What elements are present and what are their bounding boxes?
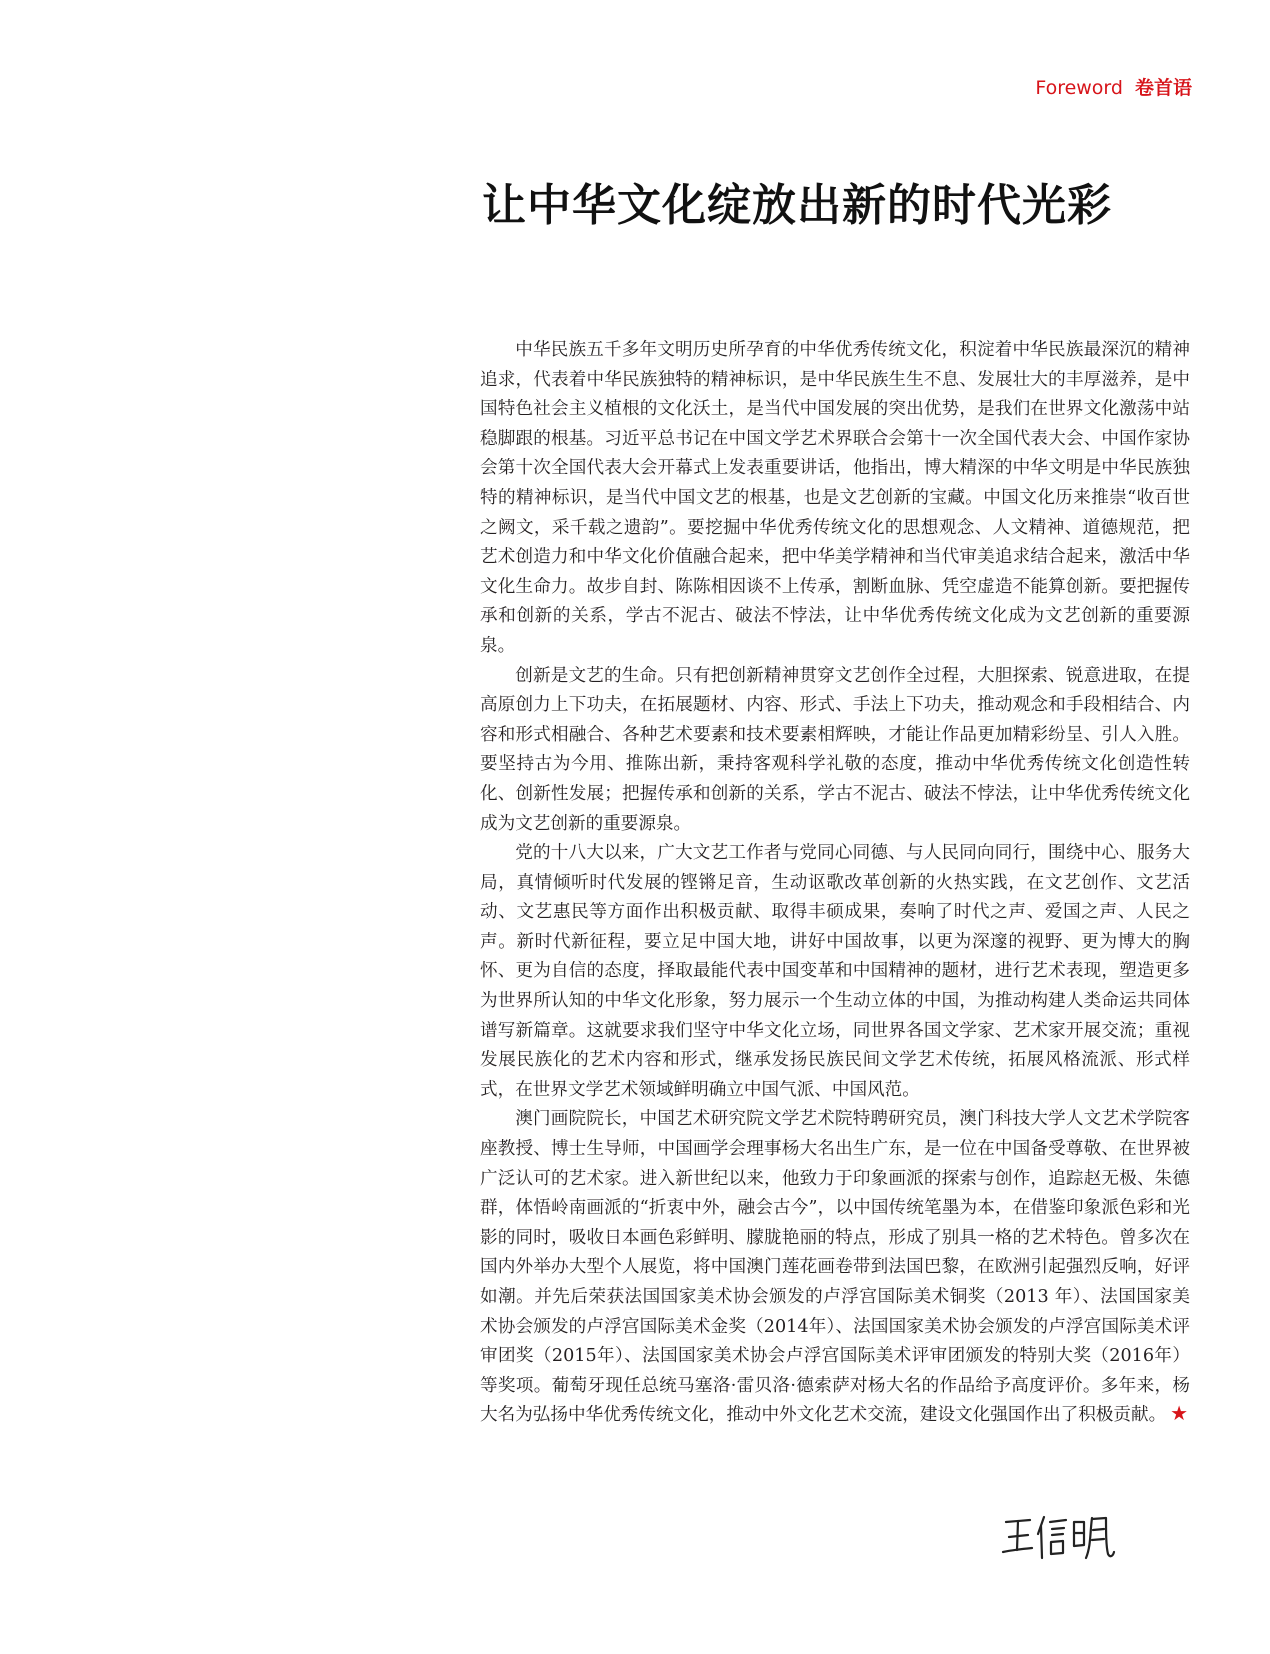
article-paragraph: 创新是文艺的生命。只有把创新精神贯穿文艺创作全过程，大胆探索、锐意进取，在提高原创力上下功夫，在拓展题材、内容、形式、手法上下功夫，推动观念和手段相结合、内容和形式相融合、各种艺术要素和技术要素相辉映，才能让作品更加精彩纷呈、引人入胜。要坚持古为今用、推陈出新，秉持客观科学礼敬的态度，推动中华优秀传统文化创造性转化、创新性发展；把握传承和创新的关系，学古不泥古、破法不悖法，让中华优秀传统文化成为文艺创新的重要源泉。 [480, 665, 1190, 834]
article-paragraph: 党的十八大以来，广大文艺工作者与党同心同德、与人民同向同行，围绕中心、服务大局，真情倾听时代发展的铿锵足音，生动讴歌改革创新的火热实践，在文艺创作、文艺活动、文艺惠民等方面作出积极贡献、取得丰硕成果，奏响了时代之声、爱国之声、人民之声。新时代新征程，要立足中国大地，讲好中国故事，以更为深邃的视野、更为博大的胸怀、更为自信的态度，择取最能代表中国变革和中国精神的题材，进行艺术表现，塑造更多为世界所认知的中华文化形象，努力展示一个生动立体的中国，为推动构建人类命运共同体谱写新篇章。这就要求我们坚守中华文化立场，同世界各国文学家、艺术家开展交流；重视发展民族化的艺术内容和形式，继承发扬民族民间文学艺术传统，拓展风格流派、形式样式，在世界文学艺术领域鲜明确立中国气派、中国风范。 [480, 843, 1190, 1100]
article-paragraph-text: 澳门画院院长，中国艺术研究院文学艺术院特聘研究员，澳门科技大学人文艺术学院客座教授、博士生导师，中国画学会理事杨大名出生广东，是一位在中国备受尊敬、在世界被广泛认可的艺术家。进入新世纪以来，他致力于印象画派的探索与创作，追踪赵无极、朱德群，体悟岭南画派的“折衷中外，融会古今”，以中国传统笔墨为本，在借鉴印象派色彩和光影的同时，吸收日本画色彩鲜明、朦胧艳丽的特点，形成了别具一格的艺术特色。曾多次在国内外举办大型个人展览，将中国澳门莲花画卷带到法国巴黎，在欧洲引起强烈反响，好评如潮。并先后荣获法国国家美术协会颁发的卢浮宫国际美术铜奖（2013 年）、法国国家美术协会颁发的卢浮宫国际美术金奖（2014年）、法国国家美术协会颁发的卢浮宫国际美术评审团奖（2015年）、法国国家美术协会卢浮宫国际美术评审团颁发的特别大奖（2016年）等奖项。葡萄牙现任总统马塞洛·雷贝洛·德索萨对杨大名的作品给予高度评价。多年来，杨大名为弘扬中华优秀传统文化，推动中外文化艺术交流，建设文化强国作出了积极贡献。 [480, 1109, 1190, 1426]
section-header [1035, 76, 1192, 100]
article-title: 让中华文化绽放出新的时代光彩 [482, 180, 1112, 231]
section-label-en: Foreword [1035, 77, 1123, 99]
handwritten-signature [1000, 1512, 1116, 1564]
article-body [480, 336, 1190, 1431]
section-label-cn: 卷首语 [1134, 77, 1192, 99]
article-paragraph: 中华民族五千多年文明历史所孕育的中华优秀传统文化，积淀着中华民族最深沉的精神追求，代表着中华民族独特的精神标识，是中华民族生生不息、发展壮大的丰厚滋养，是中国特色社会主义植根的文化沃土，是当代中国发展的突出优势，是我们在世界文化激荡中站稳脚跟的根基。习近平总书记在中国文学艺术界联合会第十一次全国代表大会、中国作家协会第十次全国代表大会开幕式上发表重要讲话，他指出，博大精深的中华文明是中华民族独特的精神标识，是当代中国文艺的根基，也是文艺创新的宝藏。中国文化历来推崇“收百世之阙文，采千载之遗韵”。要挖掘中华优秀传统文化的思想观念、人文精神、道德规范，把艺术创造力和中华文化价值融合起来，把中华美学精神和当代审美追求结合起来，激活中华文化生命力。故步自封、陈陈相因谈不上传承，割断血脉、凭空虚造不能算创新。要把握传承和创新的关系，学古不泥古、破法不悖法，让中华优秀传统文化成为文艺创新的重要源泉。 [480, 340, 1190, 656]
article-paragraph-last [480, 1105, 1190, 1431]
end-star-icon: ★ [1170, 1401, 1189, 1426]
